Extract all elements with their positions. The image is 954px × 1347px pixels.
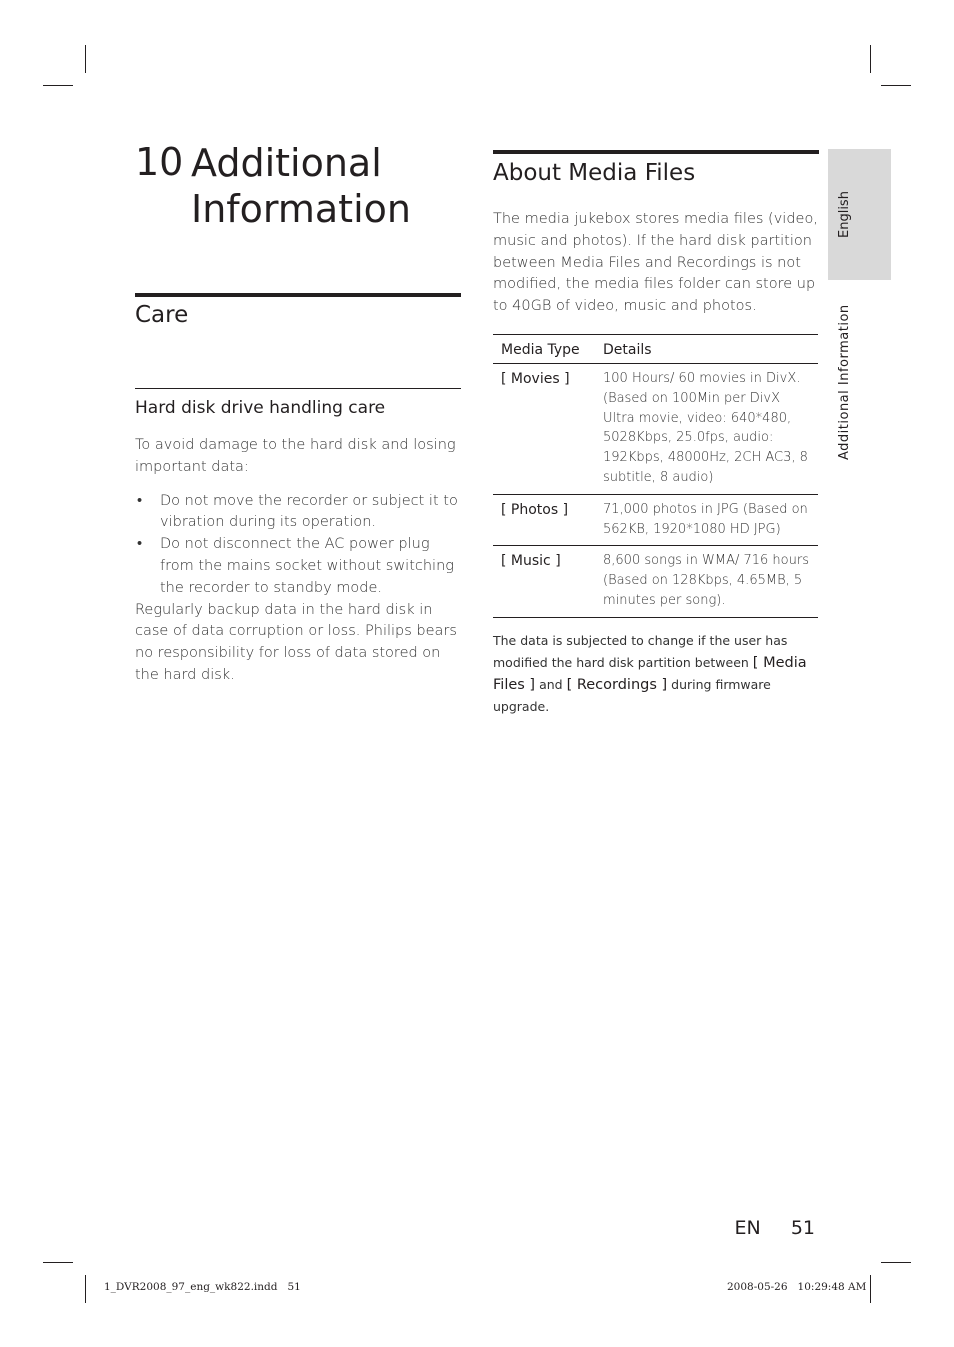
section-rule [135,293,461,297]
details-cell: 8,600 songs in WMA/ 716 hours (Based on 128Kbps, 4.65MB, 5 minutes per song). [603,553,809,608]
crop-mark [85,45,86,73]
section-tab-label: Additional Information [837,304,852,460]
keyword-media-files: [ Media Files ] [493,655,807,693]
chapter-title: Additional Information [191,141,411,231]
crop-mark [881,1262,911,1263]
keyword-recordings: [ Recordings ] [566,677,668,693]
language-tab-label: English [837,191,852,238]
crop-mark [870,1275,871,1303]
crop-mark [43,1262,73,1263]
print-slug-file: 1_DVR2008_97_eng_wk822.indd 51 [104,1281,301,1293]
section-heading-media: About Media Files [493,160,696,186]
care-closing: Regularly backup data in the hard disk in case of data corruption or loss. Philips bears no responsibility for loss of data stored on the hard disk. [135,601,457,683]
page-footer [735,1217,815,1239]
section-rule [493,150,819,154]
list-item: • Do not move the recorder or subject it to vibration during its operation. [137,492,458,531]
crop-mark [43,85,73,86]
print-slug-timestamp: 2008-05-26 10:29:48 AM [727,1281,867,1293]
table-row [493,494,818,546]
column-header: Media Type [501,342,580,358]
crop-mark [85,1275,86,1303]
details-cell: 100 Hours/ 60 movies in DivX. (Based on 100Min per DivX Ultra movie, video: 640*480, 5028Kbps, 25.0fps, audio: 192Kbps, 48000Hz, 2CH AC3, 8 subtitle, 8 audio) [603,371,808,485]
media-intro: The media jukebox stores media files (video, music and photos). If the hard disk partition between Media Files and Recordings is not modified, the media files folder can store up to 40GB of video, music and photos. [493,211,818,315]
bullet-marker: • [137,536,143,553]
table-header-row [493,335,818,364]
details-cell: 71,000 photos in JPG (Based on 562KB, 1920*1080 HD JPG) [603,501,808,537]
list-item: • Do not disconnect the AC power plug from the mains socket without switching the recorder to standby mode. [137,536,454,596]
chapter-number: 10 [135,140,184,184]
section-heading-care: Care [135,302,189,328]
subsection-rule [135,388,461,389]
subsection-heading: Hard disk drive handling care [135,398,386,418]
table-row [493,546,818,617]
media-table-wrap [493,334,818,618]
care-body [135,435,461,687]
care-intro: To avoid damage to the hard disk and losing important data: [135,437,456,475]
page-number: 51 [790,1217,815,1239]
column-header: Details [603,342,652,358]
media-type-cell: [ Movies ] [501,371,570,387]
care-bullet-list [135,491,461,600]
crop-mark [881,85,911,86]
crop-mark [870,45,871,73]
footer-language: EN [734,1217,761,1239]
table-row [493,364,818,495]
media-type-cell: [ Photos ] [501,501,569,518]
media-note: The data is subjected to change if the user has modified the hard disk partition between [ Media Files ] and [ Recordings ] during firmware upgrade. [493,633,807,714]
media-type-cell: [ Music ] [501,553,561,570]
bullet-marker: • [137,492,143,509]
media-table [493,334,818,618]
